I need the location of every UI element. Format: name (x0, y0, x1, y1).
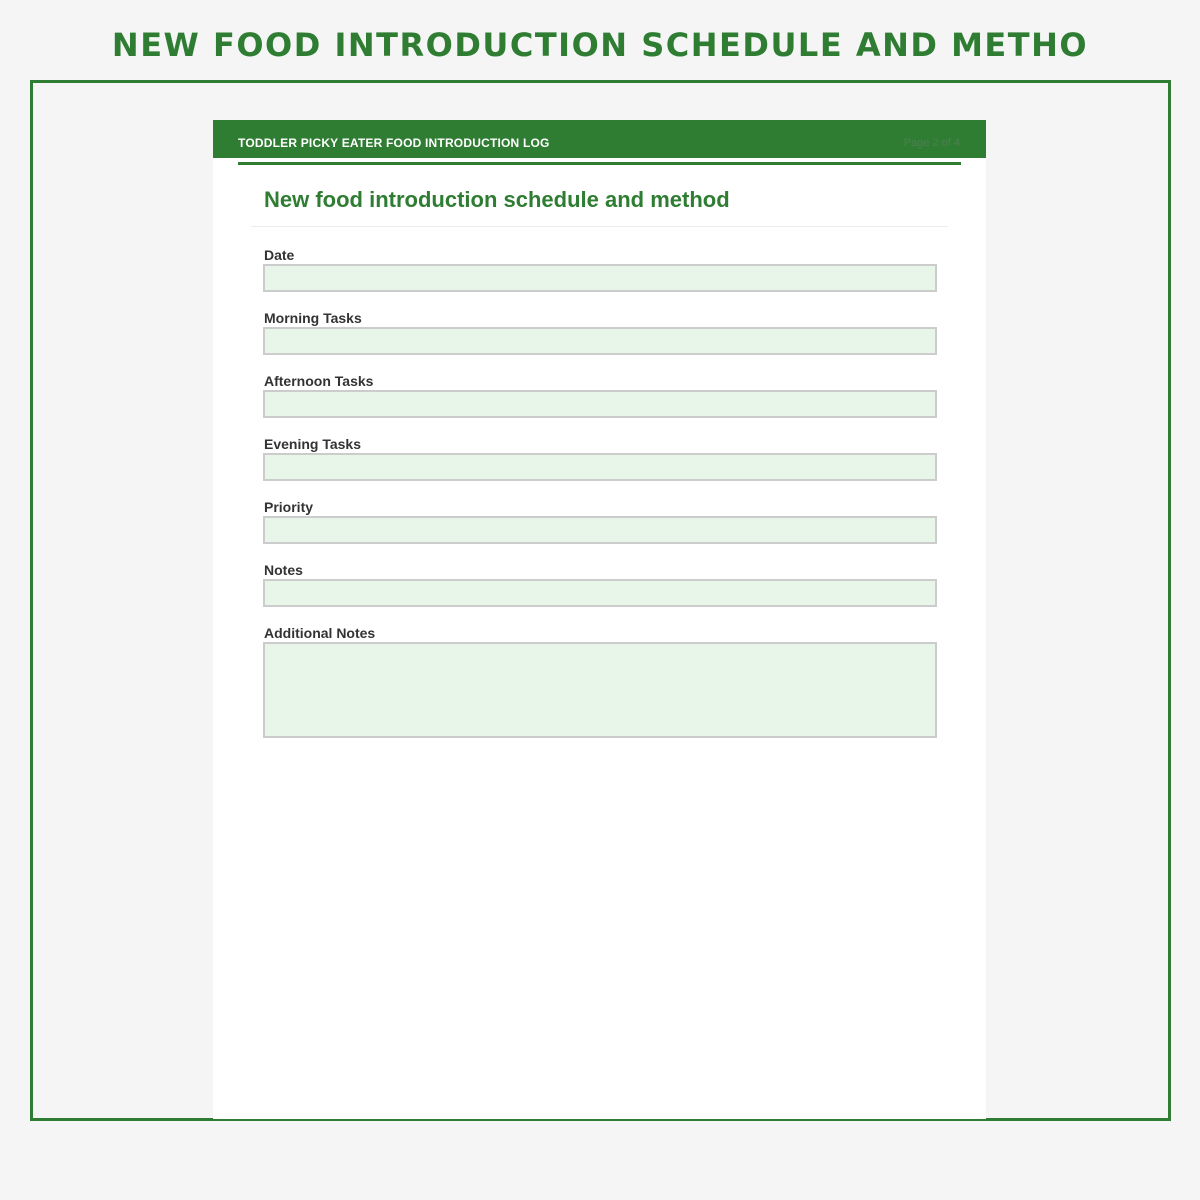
afternoon-tasks-label: Afternoon Tasks (264, 373, 374, 389)
page-indicator: Page 2 of 4 (903, 137, 960, 149)
morning-tasks-label: Morning Tasks (264, 310, 362, 326)
banner-title: NEW FOOD INTRODUCTION SCHEDULE AND METHO (111, 26, 1089, 64)
notes-field[interactable] (263, 579, 937, 607)
evening-tasks-field[interactable] (263, 453, 937, 481)
date-field[interactable] (263, 264, 937, 292)
evening-tasks-label: Evening Tasks (264, 436, 362, 452)
priority-label: Priority (264, 499, 314, 515)
additional-notes-label: Additional Notes (264, 625, 376, 641)
date-label: Date (264, 247, 295, 263)
section-title: New food introduction schedule and method (264, 187, 730, 212)
page-header (213, 120, 986, 158)
header-divider (238, 162, 961, 165)
section-divider (251, 226, 948, 227)
priority-field[interactable] (263, 516, 937, 544)
morning-tasks-field[interactable] (263, 327, 937, 355)
header-title: TODDLER PICKY EATER FOOD INTRODUCTION LOG (238, 136, 550, 150)
notes-label: Notes (264, 562, 303, 578)
afternoon-tasks-field[interactable] (263, 390, 937, 418)
additional-notes-textarea[interactable] (263, 642, 937, 738)
form-page (213, 120, 986, 1119)
